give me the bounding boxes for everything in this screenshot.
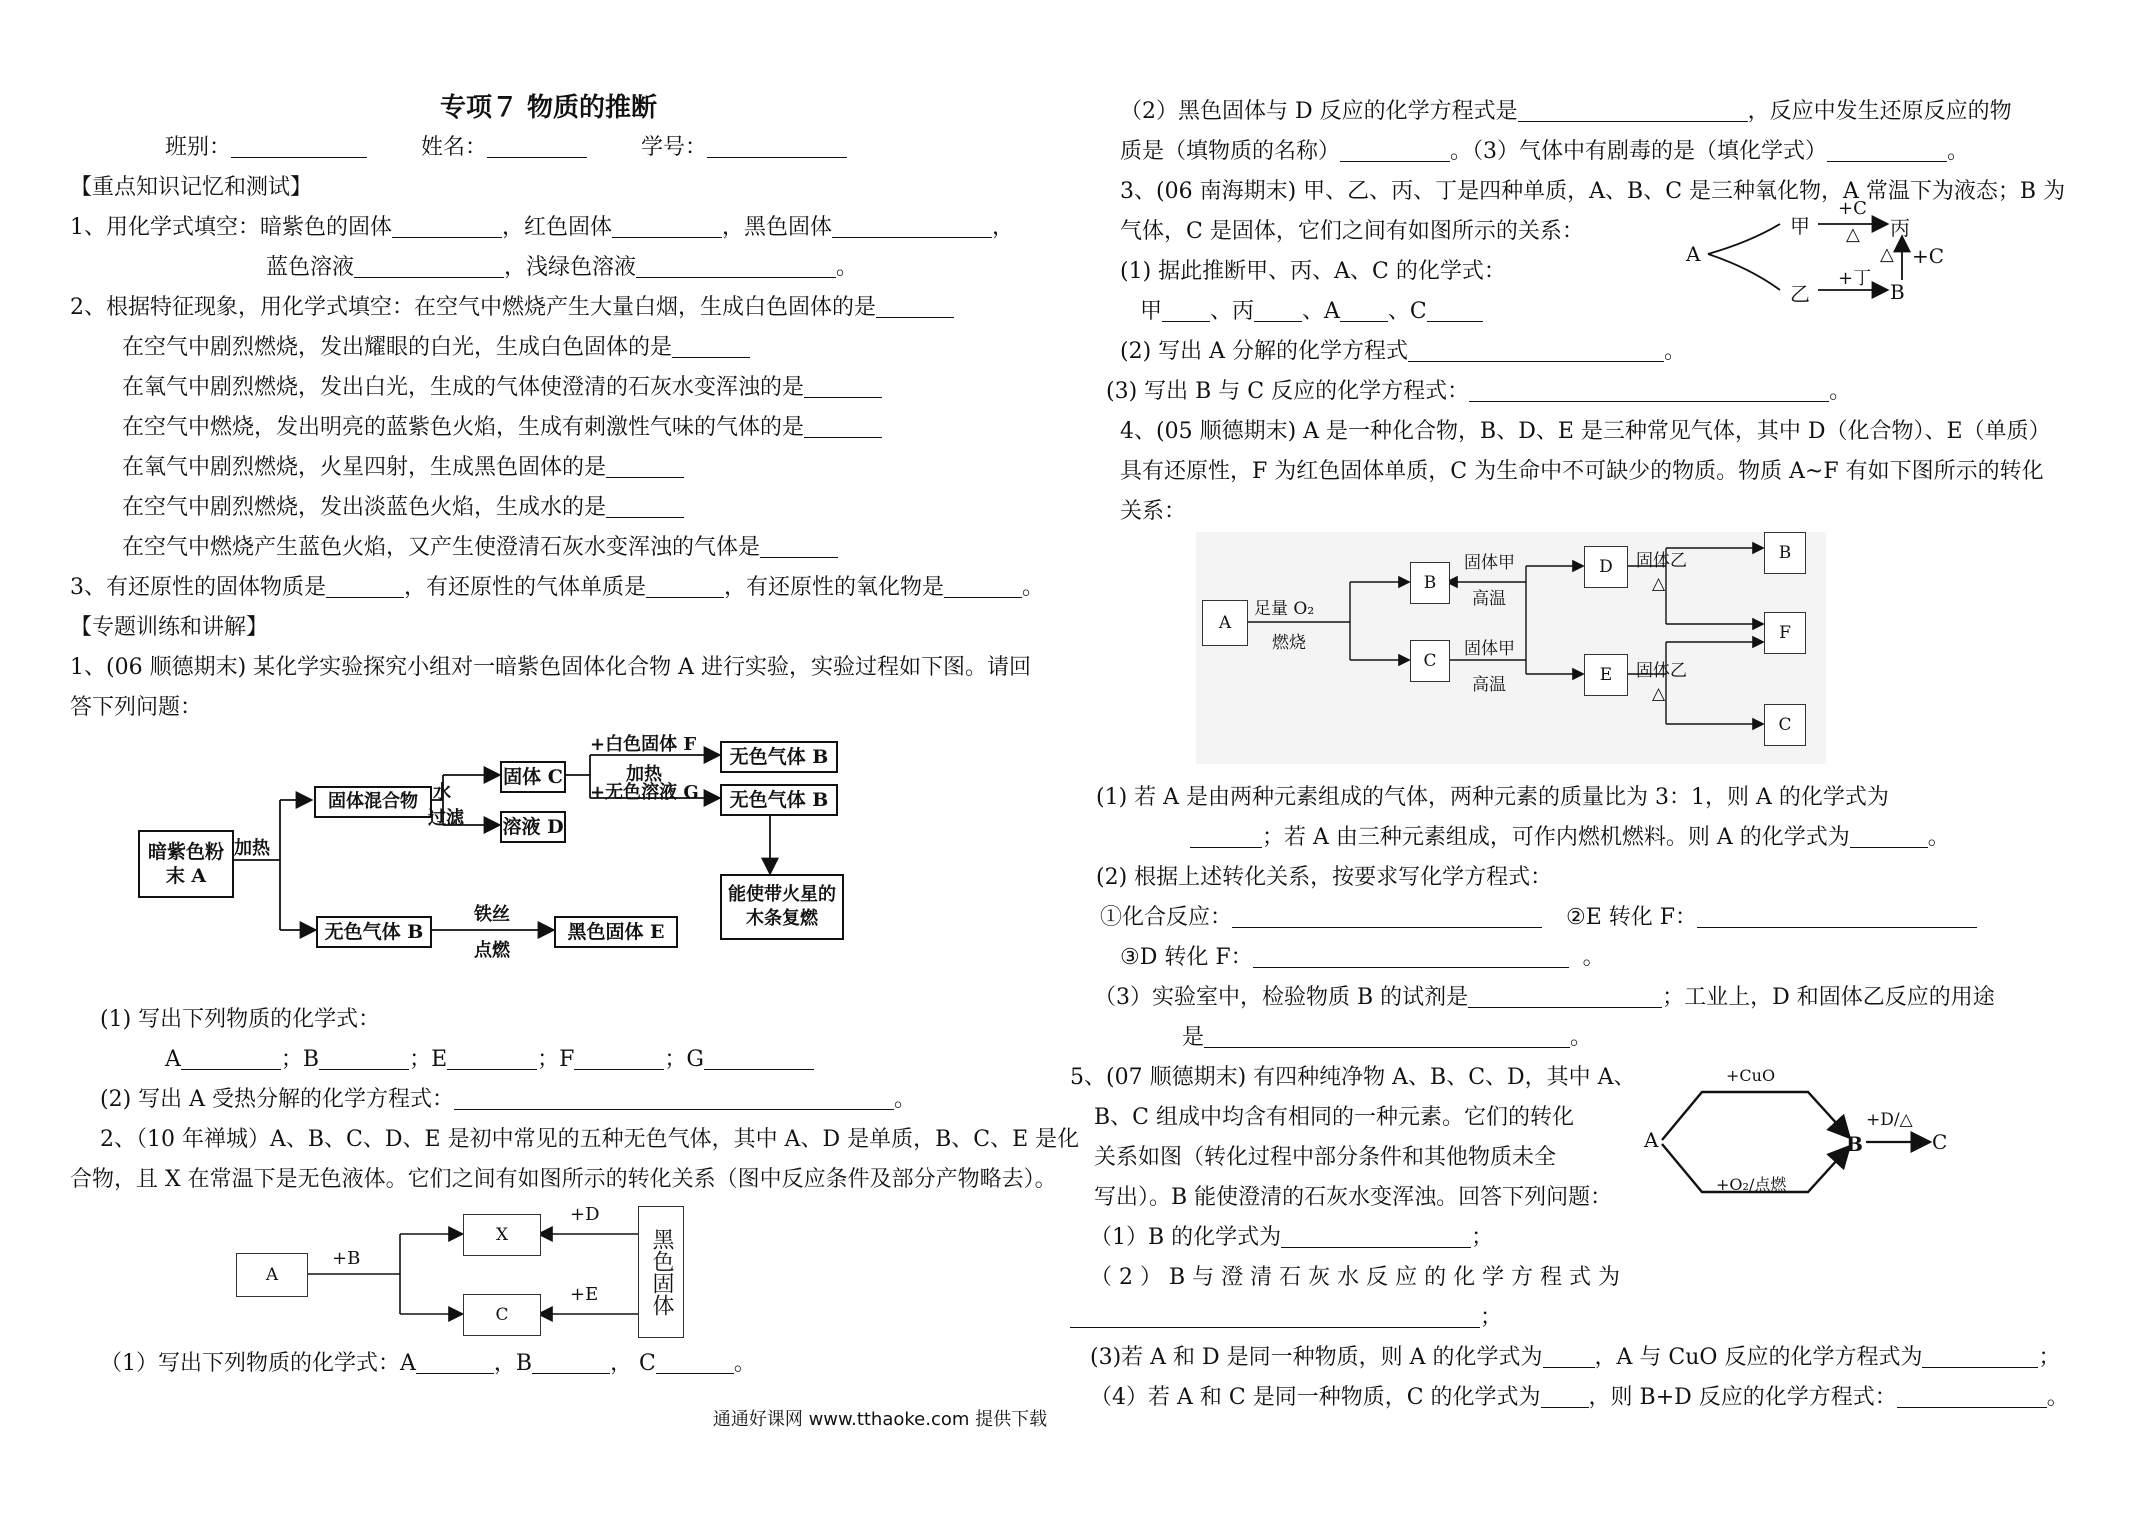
blank[interactable] xyxy=(1897,1385,2047,1408)
d3-jia: 甲 xyxy=(1790,214,1810,238)
name-label: 姓名： xyxy=(421,135,488,160)
q2-part1: （1）写出下列物质的化学式：A ，B ， C 。 xyxy=(100,1351,756,1376)
q5-line1: 5、(07 顺德期末) 有四种纯净物 A、B、C、D，其中 A、 xyxy=(1070,1065,1636,1090)
flow-diagram-1 xyxy=(70,730,1030,1000)
blank[interactable] xyxy=(832,215,992,238)
d4-tri2: △ xyxy=(1652,684,1666,704)
q4-part3a: （3）实验室中，检验物质 B 的试剂是 ；工业上，D 和固体乙反应的用途 xyxy=(1094,985,1995,1010)
k2b-line: 在氧气中剧烈燃烧，发出白光，生成的气体使澄清的石灰水变浑浊的是 xyxy=(70,368,1030,408)
blank[interactable] xyxy=(612,215,722,238)
q5-part2: （ 2 ） B 与 澄 清 石 灰 水 反 应 的 化 学 方 程 式 为 xyxy=(1090,1265,1621,1290)
d3-add-c2: +C xyxy=(1912,244,1945,268)
blank[interactable] xyxy=(454,1087,894,1110)
blank[interactable] xyxy=(1408,339,1664,362)
blank[interactable] xyxy=(354,255,504,278)
q4-part2-line2: ③D 转化 F： 。 xyxy=(1120,945,1605,970)
class-label: 班别： xyxy=(165,135,232,160)
q3-part2: (2) 写出 A 分解的化学方程式 。 xyxy=(1120,339,1687,364)
q5-part3: (3)若 A 和 D 是同一种物质，则 A 的化学式为 ，A 与 CuO 反应的化学方程式为 ； xyxy=(1090,1345,2061,1370)
label-water: 水 xyxy=(433,782,451,803)
blank[interactable] xyxy=(672,335,750,358)
blank[interactable] xyxy=(1190,825,1262,848)
box-gas-b1: 无色气体 B xyxy=(720,741,838,773)
blank[interactable] xyxy=(1253,945,1569,968)
d5-o2: +O₂/点燃 xyxy=(1716,1175,1787,1194)
d4-solid-jia1: 固体甲 xyxy=(1464,553,1515,573)
q1-part1-blanks: A ；B ；E ；F ；G xyxy=(70,1040,1030,1080)
blank[interactable] xyxy=(1070,1305,1480,1328)
blank[interactable] xyxy=(1281,1225,1471,1248)
id-label: 学号： xyxy=(641,135,708,160)
blank[interactable] xyxy=(1697,905,1977,928)
blank[interactable] xyxy=(392,215,502,238)
q3-part3: (3) 写出 B 与 C 反应的化学方程式： 。 xyxy=(1106,379,1852,404)
blank[interactable] xyxy=(1850,825,1928,848)
q5-line3: 关系如图（转化过程中部分条件和其他物质未全 xyxy=(1094,1145,1557,1170)
d5-a: A xyxy=(1644,1128,1659,1152)
q4-part1b: ；若 A 由三种元素组成，可作内燃机燃料。则 A 的化学式为 。 xyxy=(1090,818,2090,858)
d4-gaowen2: 高温 xyxy=(1472,675,1506,695)
blank[interactable] xyxy=(804,415,882,438)
d3-add-c1: +C xyxy=(1838,198,1867,219)
blank[interactable] xyxy=(876,295,954,318)
blank[interactable] xyxy=(532,1351,610,1374)
d3-bing: 丙 xyxy=(1890,216,1910,240)
k1-line1: 1、用化学式填空：暗紫色的固体 ，红色固体 ，黑色固体 ， xyxy=(70,215,1015,240)
blank[interactable] xyxy=(1427,299,1483,322)
label-add-f: +白色固体 F xyxy=(590,734,697,755)
label-add-e: +E xyxy=(570,1284,599,1305)
box-black-e: 黑色固体 E xyxy=(554,916,678,948)
blank[interactable] xyxy=(1518,99,1748,122)
q1-part1: (1) 写出下列物质的化学式： xyxy=(100,1007,381,1032)
box-solid-c: 固体 C xyxy=(500,761,566,793)
q1-line2: 答下列问题： xyxy=(70,695,203,720)
blank[interactable] xyxy=(1469,379,1829,402)
label-add-d: +D xyxy=(570,1204,600,1225)
page-title: 专项７ 物质的推断 xyxy=(440,93,658,123)
right-column xyxy=(1070,92,2090,1418)
q4-part3b: 是 。 xyxy=(1182,1025,1593,1050)
d3-yi: 乙 xyxy=(1790,282,1810,306)
section-training: 【专题训练和讲解】 xyxy=(70,615,269,640)
blank[interactable] xyxy=(944,575,1022,598)
label-add-b: +B xyxy=(332,1248,361,1269)
blank[interactable] xyxy=(416,1351,494,1374)
section-memory: 【重点知识记忆和测试】 xyxy=(70,175,313,200)
name-blank[interactable] xyxy=(487,135,587,158)
blank[interactable] xyxy=(1340,139,1450,162)
q3-part1-blanks: 甲 、丙 、A 、C xyxy=(1090,292,2090,332)
blank[interactable] xyxy=(646,575,724,598)
k2d-line: 在氧气中剧烈燃烧，火星四射，生成黑色固体的是 xyxy=(70,448,1030,488)
box-relight: 能使带火星的木条复燃 xyxy=(720,874,844,940)
blank[interactable] xyxy=(1254,299,1302,322)
id-blank[interactable] xyxy=(707,135,847,158)
blank[interactable] xyxy=(181,1047,281,1070)
flow-diagram-4 xyxy=(1196,532,1826,764)
blank[interactable] xyxy=(574,1047,664,1070)
blank[interactable] xyxy=(319,1047,409,1070)
d4-solid-yi1: 固体乙 xyxy=(1636,551,1687,571)
k2a-line: 在空气中剧烈燃烧，发出耀眼的白光，生成白色固体的是 xyxy=(70,328,1030,368)
k2c-line: 在空气中燃烧，发出明亮的蓝紫色火焰，生成有刺激性气味的气体的是 xyxy=(70,408,1030,448)
blank[interactable] xyxy=(760,535,838,558)
blank[interactable] xyxy=(656,1351,734,1374)
q5-line4: 写出）。B 能使澄清的石灰水变浑浊。回答下列问题： xyxy=(1094,1185,1613,1210)
d4-solid-yi2: 固体乙 xyxy=(1636,661,1687,681)
d5-cuo: +CuO xyxy=(1726,1066,1776,1085)
flow-diagram-5 xyxy=(1640,1066,2060,1210)
d4-box-f: F xyxy=(1764,612,1806,654)
q4-line3: 关系： xyxy=(1120,499,1187,524)
d5-b: B xyxy=(1846,1132,1863,1156)
box-x: X xyxy=(463,1214,541,1256)
left-column xyxy=(70,88,1080,1384)
blank[interactable] xyxy=(1232,905,1542,928)
blank[interactable] xyxy=(636,255,836,278)
d4-solid-jia2: 固体甲 xyxy=(1464,639,1515,659)
blank[interactable] xyxy=(1922,1345,2038,1368)
d4-o2: 足量 O₂ xyxy=(1254,599,1315,619)
q4-part1a: (1) 若 A 是由两种元素组成的气体，两种元素的质量比为 3：1，则 A 的化学式为 xyxy=(1096,785,1889,810)
d3-tri1: △ xyxy=(1846,224,1860,245)
q5-line2: B、C 组成中均含有相同的一种元素。它们的转化 xyxy=(1094,1105,1574,1130)
d4-burn: 燃烧 xyxy=(1272,633,1306,653)
label-iron-wire: 铁丝 xyxy=(474,904,510,925)
d3-a: A xyxy=(1686,242,1701,266)
q4-part2-line1: ①化合反应： ②E 转化 F： xyxy=(1090,898,2090,938)
q5-part1: （1）B 的化学式为 ； xyxy=(1090,1225,1494,1250)
d4-box-e: E xyxy=(1584,654,1628,696)
d4-box-b2: B xyxy=(1764,532,1806,574)
k1-line2: 蓝色溶液 ，浅绿色溶液 。 xyxy=(266,255,859,280)
q2-line1: 2、（10 年禅城）A、B、C、D、E 是初中常见的五种无色气体，其中 A、D 是单质，B、C、E 是化 xyxy=(100,1127,1080,1152)
d4-box-d: D xyxy=(1584,546,1628,588)
box-a: A xyxy=(236,1253,308,1297)
q4-part2: (2) 根据上述转化关系，按要求写化学方程式： xyxy=(1096,865,1553,890)
class-blank[interactable] xyxy=(231,135,367,158)
blank[interactable] xyxy=(326,575,404,598)
q4-line1: 4、(05 顺德期末) A 是一种化合物，B、D、E 是三种常见气体，其中 D（化合物）、E（单质） xyxy=(1120,419,2051,444)
label-heat: 加热 xyxy=(234,838,270,859)
d4-tri1: △ xyxy=(1652,574,1666,594)
box-mixture: 固体混合物 xyxy=(314,786,432,818)
label-ignite: 点燃 xyxy=(474,940,510,961)
d4-box-c2: C xyxy=(1764,704,1806,746)
header-row xyxy=(70,128,1030,168)
q3-part1: (1) 据此推断甲、丙、A、C 的化学式： xyxy=(1120,259,1506,284)
d4-box-c1: C xyxy=(1410,640,1450,682)
blank[interactable] xyxy=(1827,139,1947,162)
box-black-solid: 黑色固体 xyxy=(638,1206,684,1338)
blank[interactable] xyxy=(804,375,882,398)
d4-box-a: A xyxy=(1202,600,1248,646)
q4-line2: 具有还原性，F 为红色固体单质，C 为生命中不可缺少的物质。物质 A~F 有如下图所示的转化 xyxy=(1120,459,2044,484)
label-filter: 过滤 xyxy=(428,808,464,829)
q5-part2-blank: ； xyxy=(1070,1298,2090,1338)
blank[interactable] xyxy=(447,1047,537,1070)
d3-add-ding: +丁 xyxy=(1838,268,1872,289)
q1-part2: (2) 写出 A 受热分解的化学方程式： 。 xyxy=(100,1087,917,1112)
r2-line2: 质是（填物质的名称） 。（3）气体中有剧毒的是（填化学式） 。 xyxy=(1120,139,1970,164)
label-add-g: +无色溶液 G xyxy=(590,782,699,803)
box-solution-d: 溶液 D xyxy=(500,811,566,843)
q2-line2: 合物，且 X 在常温下是无色液体。它们之间有如图所示的转化关系（图中反应条件及部分产物略去）。 xyxy=(70,1167,1057,1192)
blank[interactable] xyxy=(1543,1345,1595,1368)
d3-b: B xyxy=(1890,280,1905,304)
blank[interactable] xyxy=(606,455,684,478)
k2e-line: 在空气中剧烈燃烧，发出淡蓝色火焰，生成水的是 xyxy=(70,488,1030,528)
d5-d: +D/△ xyxy=(1866,1110,1913,1130)
box-gas-b3: 无色气体 B xyxy=(316,916,432,948)
d5-c: C xyxy=(1932,1130,1948,1154)
flow-diagram-3 xyxy=(1680,198,1980,322)
flow-diagram-2 xyxy=(70,1200,1030,1350)
q3-line2: 气体，C 是固体，它们之间有如图所示的关系： xyxy=(1120,219,1584,244)
q1-line1: 1、(06 顺德期末) 某化学实验探究小组对一暗紫色固体化合物 A 进行实验，实验过程如下图。请回 xyxy=(70,655,1032,680)
q5-part4: （4）若 A 和 C 是同一种物质，C 的化学式为 ，则 B+D 反应的化学方程式： 。 xyxy=(1090,1385,2069,1410)
footer-credit: 通通好课网 www.tthaoke.com 提供下载 xyxy=(712,1409,1048,1430)
d4-box-b1: B xyxy=(1410,562,1450,604)
blank[interactable] xyxy=(1468,985,1662,1008)
r2-line1: （2）黑色固体与 D 反应的化学方程式是 ，反应中发生还原反应的物 xyxy=(1120,99,2012,124)
d4-gaowen1: 高温 xyxy=(1472,589,1506,609)
q3-line1: 3、(06 南海期末) 甲、乙、丙、丁是四种单质，A、B、C 是三种氧化物，A 常温下为液态；B 为 xyxy=(1120,179,2066,204)
d3-tri2: △ xyxy=(1880,244,1894,265)
blank[interactable] xyxy=(1204,1025,1570,1048)
blank[interactable] xyxy=(1340,299,1388,322)
diagram2-lines xyxy=(70,1200,1030,1350)
k3-line: 3、有还原性的固体物质是 ，有还原性的气体单质是 ，有还原性的氧化物是 。 xyxy=(70,575,1045,600)
k2-line: 2、根据特征现象，用化学式填空：在空气中燃烧产生大量白烟，生成白色固体的是 xyxy=(70,288,1030,328)
box-c: C xyxy=(463,1294,541,1336)
blank[interactable] xyxy=(1162,299,1210,322)
blank[interactable] xyxy=(704,1047,814,1070)
box-powder-a: 暗紫色粉末 A xyxy=(138,830,234,898)
box-gas-b2: 无色气体 B xyxy=(720,784,838,816)
k2f-line: 在空气中燃烧产生蓝色火焰，又产生使澄清石灰水变浑浊的气体是 xyxy=(70,528,1030,568)
blank[interactable] xyxy=(606,495,684,518)
label-heat2: 加热 xyxy=(626,764,662,785)
